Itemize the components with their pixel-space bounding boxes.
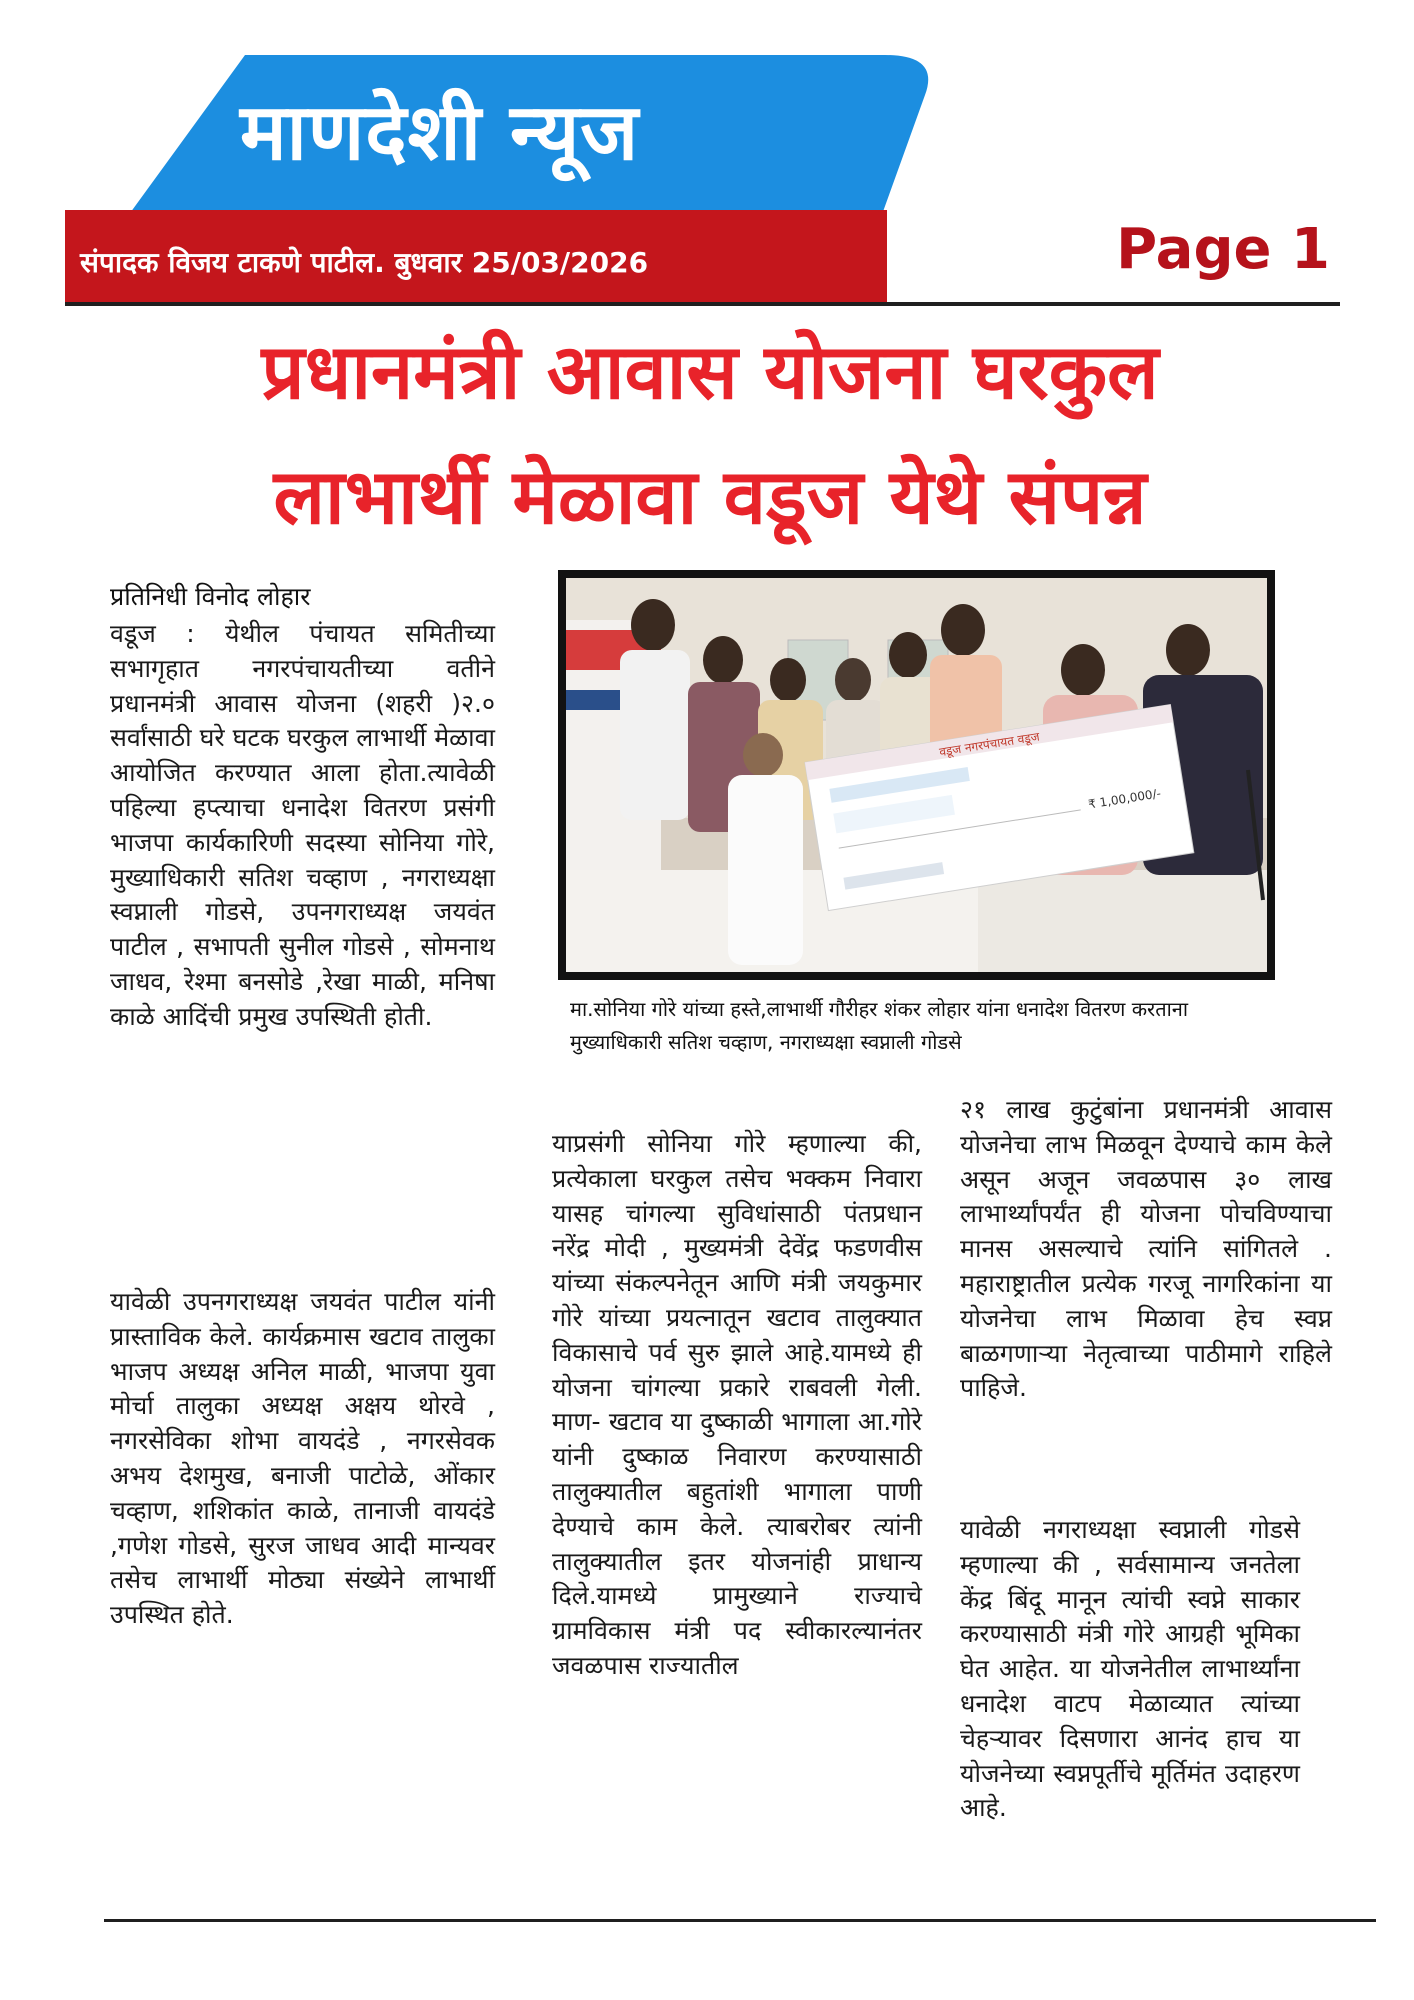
article-paragraph: २१ लाख कुटुंबांना प्रधानमंत्री आवास योजनेचा लाभ मिळवून देण्याचे काम केले असून अजून जवळपास ३० लाख लाभार्थ्यांपर्यंत ही योजना पोचविण्याचा मानस असल्याचे त्यांनि सांगितले . महाराष्ट्रातील प्रत्येक गरजू नागरिकांना या योजनेचा लाभ मिळावा हेच स्वप्न बाळगणाऱ्या नेतृत्वाच्या पाठीमागे राहिले पाहिजे. — [960, 1095, 1332, 1403]
byline: प्रतिनिधी विनोद लोहार — [110, 582, 311, 611]
article-paragraph: वडूज : येथील पंचायत समितीच्या सभागृहात नगरपंचायतीच्या वतीने प्रधानमंत्री आवास योजना (शहरी )२.० सर्वांसाठी घरे घटक घरकुल लाभार्थी मेळावा आयोजित करण्यात आला होता.त्यावेळी पहिल्या हप्त्याचा धनादेश वितरण प्रसंगी भाजपा कार्यकारिणी सदस्या सोनिया गोरे, मुख्याधिकारी सतिश चव्हाण , नगराध्यक्षा स्वप्नाली गोडसे, उपनगराध्यक्ष जयवंत पाटील , सभापती सुनील गोडसे , सोमनाथ जाधव, रेश्मा बनसोडे ,रेखा माळी, मनिषा काळे आदिंची प्रमुख उपस्थिती होती. — [110, 619, 495, 1031]
news-photo — [558, 570, 1275, 980]
editor-line: संपादक विजय टाकणे पाटील. बुधवार 25/03/2026 — [80, 246, 649, 279]
divider — [104, 1919, 1376, 1922]
article-paragraph: यावेळी नगराध्यक्षा स्वप्नाली गोडसे म्हणाल्या की , सर्वसामान्य जनतेला केंद्र बिंदू मानून त्यांची स्वप्ने साकार करण्यासाठी मंत्री गोरे आग्रही भूमिका घेत आहेत. या योजनेतील लाभार्थ्यांना धनादेश वाटप मेळाव्यात त्यांच्या चेहऱ्यावर दिसणारा आनंद हाच या योजनेच्या स्वप्नपूर्तीचे मूर्तिमंत उदाहरण आहे. — [960, 1515, 1300, 1823]
page-number: Page 1 — [1116, 217, 1330, 282]
headline-line-1: प्रधानमंत्री आवास योजना घरकुल — [261, 327, 1159, 416]
divider — [65, 302, 1340, 306]
cheque-amount: ₹ 1,00,000/- — [1087, 786, 1162, 812]
article-paragraph: याप्रसंगी सोनिया गोरे म्हणाल्या की, प्रत्येकाला घरकुल तसेच भक्कम निवारा यासह चांगल्या सुविधांसाठी पंतप्रधान नरेंद्र मोदी , मुख्यमंत्री देवेंद्र फडणवीस यांच्या संकल्पनेतून आणि मंत्री जयकुमार गोरे यांच्या प्रयत्नातून खटाव तालुक्यात विकासाचे पर्व सुरु झाले आहे.यामध्ये ही योजना चांगल्या प्रकारे राबवली गेली. माण- खटाव या दुष्काळी भागाला आ.गोरे यांनी दुष्काळ निवारण करण्यासाठी तालुक्यातील बहुतांशी भागाला पाणी देण्याचे काम केले. त्याबरोबर त्यांनी तालुक्यातील इतर योजनांही प्राधान्य दिले.यामध्ये प्रामुख्याने राज्याचे ग्रामविकास मंत्री पद स्वीकारल्यानंतर जवळपास राज्यातील — [552, 1129, 922, 1680]
masthead-title: माणदेशी न्यूज — [240, 88, 640, 178]
cheque-title: वडूज नगरपंचायत वडूज — [938, 729, 1041, 760]
headline-line-2: लाभार्थी मेळावा वडूज येथे संपन्न — [273, 452, 1147, 541]
photo-caption: मा.सोनिया गोरे यांच्या हस्ते,लाभार्थी गौरीहर शंकर लोहार यांना धनादेश वितरण करताना मुख्याधिकारी सतिश चव्हाण, नगराध्यक्षा स्वप्नाली गोडसे — [570, 997, 1189, 1054]
article-paragraph: यावेळी उपनगराध्यक्ष जयवंत पाटील यांनी प्रास्ताविक केले. कार्यक्रमास खटाव तालुका भाजप अध्यक्ष अनिल माळी, भाजपा युवा मोर्चा तालुका अध्यक्ष अक्षय थोरवे , नगरसेविका शोभा वायदंडे , नगरसेवक अभय देशमुख, बनाजी पाटोळे, ओंकार चव्हाण, शशिकांत काळे, तानाजी वायदंडे ,गणेश गोडसे, सुरज जाधव आदी मान्यवर तसेच लाभार्थी मोठ्या संख्येने लाभार्थी उपस्थित होते. — [110, 1287, 495, 1630]
